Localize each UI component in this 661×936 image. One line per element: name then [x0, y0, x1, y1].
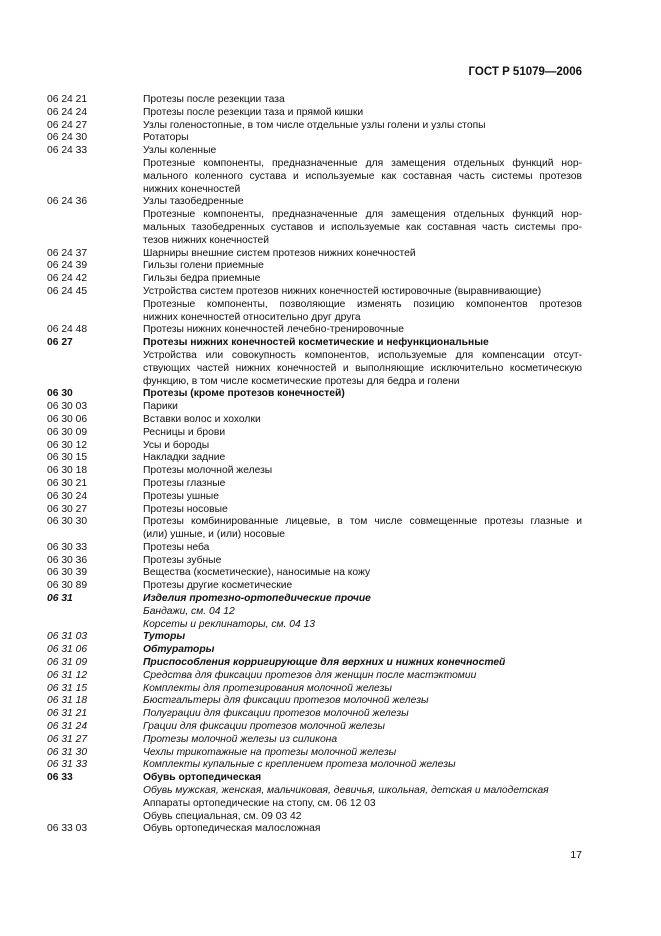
item-text — [143, 644, 582, 657]
item-description-line: тезов нижних конечностей — [143, 234, 269, 246]
list-item — [47, 504, 582, 517]
list-item — [47, 657, 582, 670]
list-item — [47, 260, 582, 273]
item-description-line: Аппараты ортопедические на стопу, см. 06 12 03 — [143, 797, 376, 809]
item-title: Протезы зубные — [143, 554, 222, 566]
item-text — [143, 260, 582, 273]
item-text — [143, 465, 582, 478]
item-title: Гильзы бедра приемные — [143, 273, 261, 285]
item-title: Полуграции для фиксации протезов молочной железы — [143, 708, 409, 720]
list-item — [47, 759, 582, 772]
item-title: Гильзы голени приемные — [143, 260, 264, 272]
item-text — [143, 670, 582, 683]
item-code: 06 31 — [47, 593, 73, 605]
item-description-line: Протезные компоненты, предназначенные для замещения отдельных функций нор- — [143, 209, 582, 221]
item-description-line: Обувь мужская, женская, мальчиковая, девичья, школьная, детская и малодетская — [143, 785, 549, 797]
item-code: 06 24 33 — [47, 145, 88, 157]
item-code: 06 24 21 — [47, 94, 88, 105]
item-code: 06 30 39 — [47, 567, 88, 579]
item-text — [143, 491, 582, 504]
list-item — [47, 248, 582, 261]
item-description-line: Протезные компоненты, предназначенные для замещения отдельных функций нор- — [143, 157, 582, 169]
list-item — [47, 593, 582, 631]
item-text — [143, 94, 582, 107]
item-title: Вещества (косметические), наносимые на кожу — [143, 567, 371, 579]
item-title: Протезы комбинированные лицевые, в том числе совмещенные протезы глазные и — [143, 516, 582, 528]
item-title: Узлы коленные — [143, 145, 217, 157]
item-text — [143, 695, 582, 708]
item-code: 06 33 03 — [47, 823, 88, 835]
list-item — [47, 452, 582, 465]
item-title: Протезы молочной железы из силикона — [143, 733, 338, 745]
item-title: Протезы носовые — [143, 503, 228, 515]
item-title: Туторы — [143, 631, 186, 643]
list-item — [47, 631, 582, 644]
item-title: Протезы молочной железы — [143, 465, 273, 477]
classification-list — [47, 94, 582, 836]
item-description-line: функцию, в том числе косметические протезы для бедра и голени — [143, 375, 460, 387]
item-text — [143, 120, 582, 133]
item-code: 06 30 27 — [47, 503, 88, 515]
item-description-line: нижних конечностей — [143, 183, 241, 195]
list-item — [47, 747, 582, 760]
list-item — [47, 695, 582, 708]
item-description-line: нижних конечностей относительно друг друга — [143, 311, 361, 323]
item-code: 06 33 — [47, 772, 73, 784]
item-description-line: мального коленного сустава и используемые как составная часть системы протезов — [143, 170, 582, 182]
item-code: 06 31 24 — [47, 721, 88, 733]
item-code: 06 30 — [47, 388, 73, 400]
item-description-line: мальных тазобедренных суставов и используемые как составная часть системы про- — [143, 221, 582, 233]
item-text — [143, 273, 582, 286]
item-text — [143, 683, 582, 696]
list-item — [47, 427, 582, 440]
item-text — [143, 427, 582, 440]
list-item — [47, 567, 582, 580]
item-code: 06 31 18 — [47, 695, 88, 707]
item-text — [143, 721, 582, 734]
item-code: 06 30 33 — [47, 541, 88, 553]
item-code: 06 27 — [47, 337, 73, 349]
item-text — [143, 734, 582, 747]
list-item — [47, 145, 582, 196]
item-title: Протезы глазные — [143, 477, 226, 489]
item-code: 06 24 24 — [47, 106, 88, 118]
item-code: 06 24 36 — [47, 196, 88, 208]
item-text — [143, 631, 582, 644]
item-code: 06 30 30 — [47, 516, 88, 528]
item-text — [143, 657, 582, 670]
item-text — [143, 823, 582, 836]
item-code: 06 31 03 — [47, 631, 88, 643]
list-item — [47, 388, 582, 401]
list-item — [47, 555, 582, 568]
item-text — [143, 555, 582, 568]
item-text — [143, 567, 582, 580]
item-code: 06 30 18 — [47, 465, 88, 477]
item-text — [143, 286, 582, 324]
item-text — [143, 337, 582, 388]
list-item — [47, 196, 582, 247]
item-text — [143, 440, 582, 453]
item-code: 06 31 21 — [47, 708, 88, 720]
item-title: Протезы неба — [143, 541, 210, 553]
item-title: Приспособления корригирующие для верхних и нижних конечностей — [143, 657, 506, 669]
item-code: 06 31 33 — [47, 759, 88, 771]
item-code: 06 24 27 — [47, 119, 88, 131]
item-text — [143, 324, 582, 337]
item-description-line: Устройства или совокупность компонентов, используемые для компенсации отсут- — [143, 349, 582, 361]
item-title: Усы и бороды — [143, 439, 210, 451]
list-item — [47, 542, 582, 555]
item-code: 06 30 09 — [47, 426, 88, 438]
item-text — [143, 401, 582, 414]
item-code: 06 30 15 — [47, 452, 88, 464]
item-description-line: (или) ушные, и (или) носовые — [143, 529, 286, 541]
item-title: Шарниры внешние систем протезов нижних конечностей — [143, 247, 416, 259]
list-item — [47, 337, 582, 388]
item-title: Обувь ортопедическая малосложная — [143, 823, 321, 835]
item-text — [143, 747, 582, 760]
item-code: 06 31 30 — [47, 746, 88, 758]
item-code: 06 24 48 — [47, 324, 88, 336]
list-item — [47, 491, 582, 504]
list-item — [47, 414, 582, 427]
item-description-line: Корсеты и реклинаторы, см. 04 13 — [143, 618, 316, 630]
list-item — [47, 94, 582, 107]
item-text — [143, 478, 582, 491]
list-item — [47, 120, 582, 133]
item-description-line: ствующих частей нижних конечностей и выполняющие исключительно косметическую — [143, 362, 582, 374]
item-title: Ротаторы — [143, 132, 189, 144]
list-item — [47, 644, 582, 657]
list-item — [47, 516, 582, 542]
item-code: 06 31 06 — [47, 644, 88, 656]
item-title: Узлы тазобедренные — [143, 196, 244, 208]
list-item — [47, 107, 582, 120]
item-title: Грации для фиксации протезов молочной железы — [143, 721, 385, 733]
item-text — [143, 452, 582, 465]
item-code: 06 30 36 — [47, 554, 88, 566]
item-code: 06 31 27 — [47, 733, 88, 745]
item-code: 06 30 24 — [47, 490, 88, 502]
item-code: 06 30 12 — [47, 439, 88, 451]
item-title: Обтураторы — [143, 644, 215, 656]
item-code: 06 24 30 — [47, 132, 88, 144]
item-title: Протезы после резекции таза и прямой кишки — [143, 106, 364, 118]
item-code: 06 24 42 — [47, 273, 88, 285]
item-title: Протезы нижних конечностей лечебно-тренировочные — [143, 324, 404, 336]
item-title: Обувь ортопедическая — [143, 772, 262, 784]
item-title: Накладки задние — [143, 452, 226, 464]
item-title: Протезы после резекции таза — [143, 94, 285, 105]
list-item — [47, 478, 582, 491]
list-item — [47, 580, 582, 593]
list-item — [47, 465, 582, 478]
item-code: 06 31 09 — [47, 657, 88, 669]
list-item — [47, 401, 582, 414]
list-item — [47, 273, 582, 286]
list-item — [47, 708, 582, 721]
page-number: 17 — [570, 849, 582, 861]
item-title: Изделия протезно-ортопедические прочие — [143, 593, 371, 605]
item-text — [143, 772, 582, 823]
item-text — [143, 759, 582, 772]
item-code: 06 30 06 — [47, 413, 88, 425]
item-text — [143, 145, 582, 196]
item-title: Протезы (кроме протезов конечностей) — [143, 388, 345, 400]
item-text — [143, 132, 582, 145]
item-title: Комплекты для протезирования молочной железы — [143, 682, 393, 694]
list-item — [47, 823, 582, 836]
item-code: 06 30 89 — [47, 580, 88, 592]
list-item — [47, 440, 582, 453]
item-text — [143, 414, 582, 427]
item-description-line: Бандажи, см. 04 12 — [143, 605, 235, 617]
item-code: 06 24 45 — [47, 285, 88, 297]
item-description-line: Протезные компоненты, позволяющие изменять позицию компонентов протезов — [143, 298, 582, 310]
item-title: Чехлы трикотажные на протезы молочной железы — [143, 746, 397, 758]
item-title: Протезы ушные — [143, 490, 219, 502]
list-item — [47, 670, 582, 683]
item-code: 06 31 12 — [47, 669, 88, 681]
item-title: Ресницы и брови — [143, 426, 226, 438]
list-item — [47, 286, 582, 324]
item-title: Протезы нижних конечностей косметические и нефункциональные — [143, 337, 489, 349]
item-text — [143, 708, 582, 721]
item-text — [143, 593, 582, 631]
item-text — [143, 248, 582, 261]
list-item — [47, 772, 582, 823]
item-title: Комплекты купальные с креплением протеза молочной железы — [143, 759, 456, 771]
item-text — [143, 504, 582, 517]
item-code: 06 24 39 — [47, 260, 88, 272]
item-title: Устройства систем протезов нижних конечностей юстировочные (выравнивающие) — [143, 285, 542, 297]
list-item — [47, 721, 582, 734]
item-text — [143, 388, 582, 401]
item-description-line: Обувь специальная, см. 09 03 42 — [143, 810, 302, 822]
list-item — [47, 683, 582, 696]
item-text — [143, 542, 582, 555]
item-code: 06 30 21 — [47, 477, 88, 489]
item-text — [143, 516, 582, 542]
item-code: 06 30 03 — [47, 401, 88, 413]
list-item — [47, 132, 582, 145]
item-text — [143, 580, 582, 593]
item-title: Узлы голеностопные, в том числе отдельные узлы голени и узлы стопы — [143, 119, 486, 131]
item-code: 06 24 37 — [47, 247, 88, 259]
item-title: Парики — [143, 401, 178, 413]
item-title: Вставки волос и хохолки — [143, 413, 261, 425]
item-title: Протезы другие косметические — [143, 580, 293, 592]
item-code: 06 31 15 — [47, 682, 88, 694]
list-item — [47, 324, 582, 337]
item-text — [143, 196, 582, 247]
list-item — [47, 734, 582, 747]
item-title: Бюстгальтеры для фиксации протезов молочной железы — [143, 695, 429, 707]
item-text — [143, 107, 582, 120]
document-header: ГОСТ Р 51079—2006 — [468, 66, 582, 78]
item-title: Средства для фиксации протезов для женщин после мастэктомии — [143, 669, 477, 681]
